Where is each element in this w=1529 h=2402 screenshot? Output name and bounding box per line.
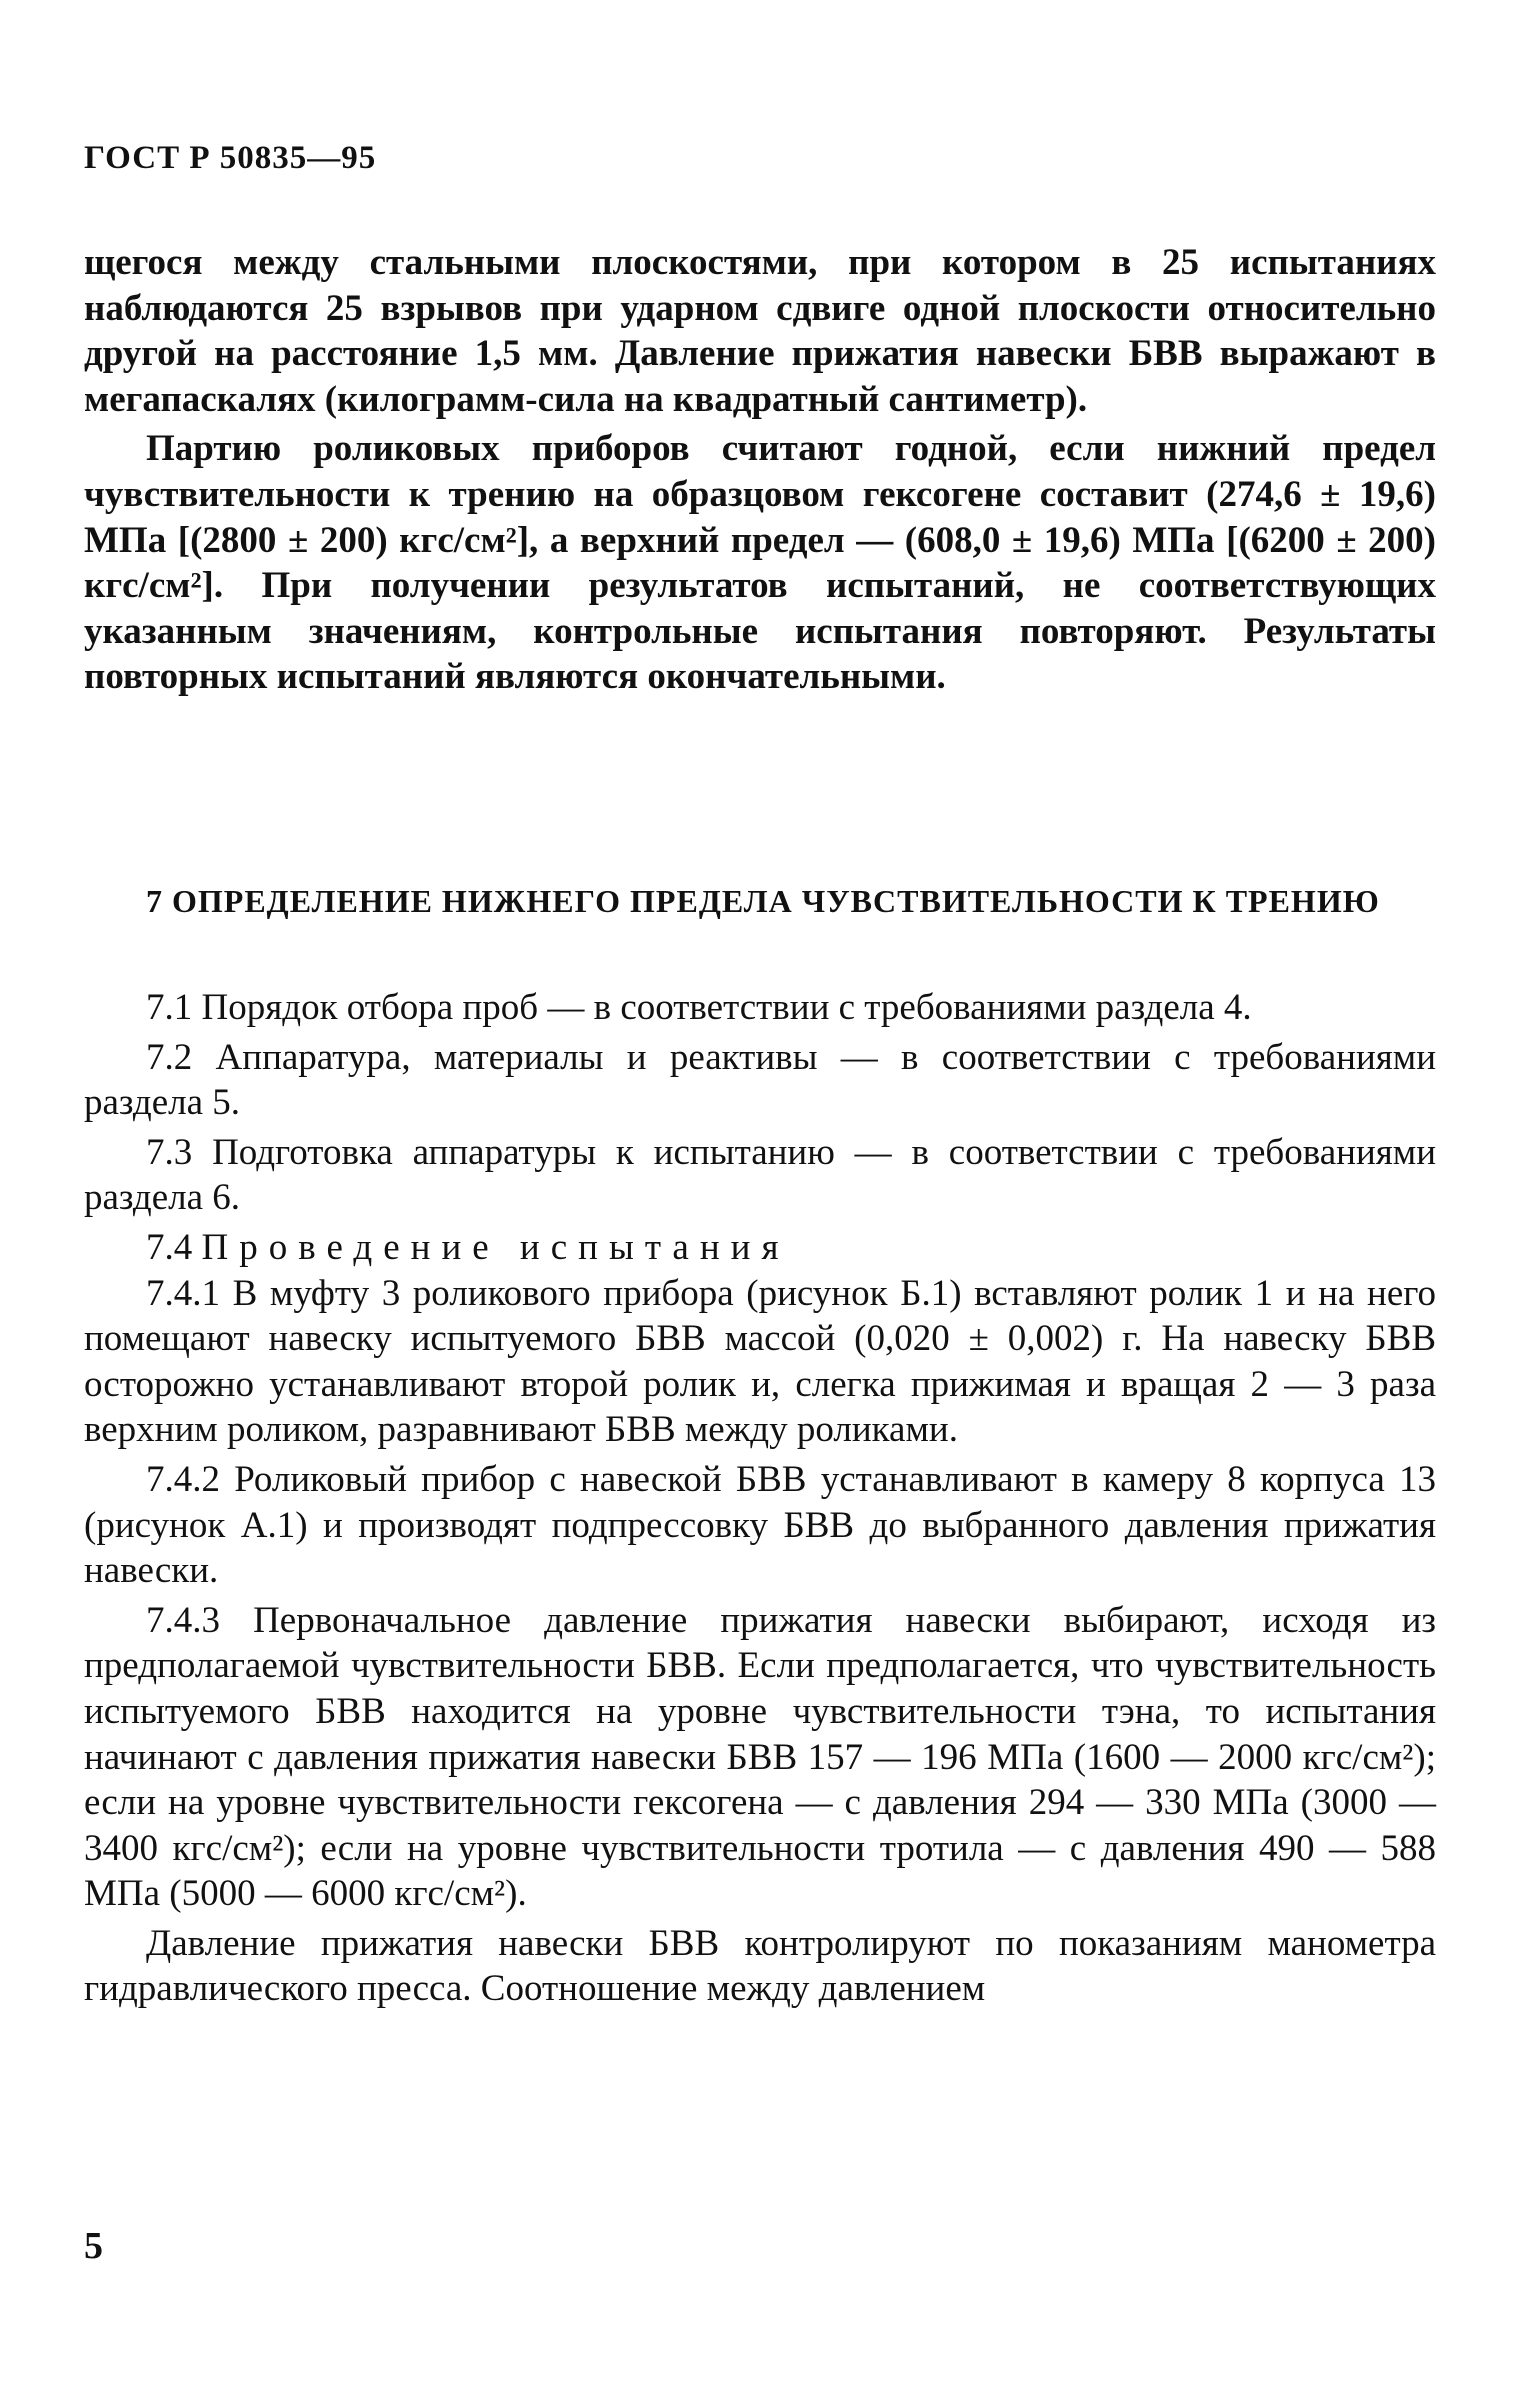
clause-7-4-3: 7.4.3 Первоначальное давление прижатия навески выбирают, исходя из предполагаемой чувствительности БВВ. Если предполагается, что чувствительность испытуемого БВВ находится на уровне чувствительности тэна, то испытания начинают с давления прижатия навески БВВ 157 — 196 МПа (1600 — 2000 кгс/см²); если на уровне чувствительности гексогена — с давления 294 — 330 МПа (3000 — 3400 кгс/см²); если на уровне чувствительности тротила — с давления 490 — 588 МПа (5000 — 6000 кгс/см²). <box>84 1599 1436 1915</box>
page-number: 5 <box>84 2225 103 2267</box>
continued-paragraph: щегося между стальными плоскостями, при котором в 25 испытаниях наблюдаются 25 взрывов при ударном сдвиге одной плоскости относительно другой на расстояние 1,5 мм. Давление прижатия навески БВВ выражают в мегапаскалях (килограмм-сила на квадратный сантиметр). <box>84 242 1436 420</box>
pressure-control-paragraph: Давление прижатия навески БВВ контролируют по показаниям манометра гидравлического пресса. Соотношение между давлением <box>84 1922 1436 2010</box>
clause-7-1: 7.1 Порядок отбора проб — в соответствии с требованиями раздела 4. <box>146 987 1252 1028</box>
clause-7-4-2: 7.4.2 Роликовый прибор с навеской БВВ устанавливают в камеру 8 корпуса 13 (рисунок А.1) и производят подпрессовку БВВ до выбранного давления прижатия навески. <box>84 1458 1436 1592</box>
document-header: ГОСТ Р 50835—95 <box>84 140 377 176</box>
clause-7-4-1: 7.4.1 В муфту 3 роликового прибора (рисунок Б.1) вставляют ролик 1 и на него помещают навеску испытуемого БВВ массой (0,020 ± 0,002) г. На навеску БВВ осторожно устанавливают второй ролик и, слегка прижимая и вращая 2 — 3 раза верхним роликом, разравнивают БВВ между роликами. <box>84 1272 1436 1451</box>
section6-continuation <box>84 240 1436 700</box>
clause-7-4-title: Проведение испытания <box>201 1226 790 1268</box>
acceptance-paragraph: Партию роликовых приборов считают годной, если нижний предел чувствительности к трению на образцовом гексогене составит (274,6 ± 19,6) МПа [(2800 ± 200) кгс/см²], а верхний предел — (608,0 ± 19,6) МПа [(6200 ± 200) кгс/см²]. При получении результатов испытаний, не соответствующих указанным значениям, контрольные испытания повторяют. Результаты повторных испытаний являются окончательными. <box>84 428 1436 698</box>
clause-7-4 <box>84 1225 1436 1271</box>
section7-heading: 7 ОПРЕДЕЛЕНИЕ НИЖНЕГО ПРЕДЕЛА ЧУВСТВИТЕЛЬНОСТИ К ТРЕНИЮ <box>146 883 1380 919</box>
section7-body <box>84 985 1436 2012</box>
document-page <box>84 0 1436 2402</box>
clause-7-2: 7.2 Аппаратура, материалы и реактивы — в соответствии с требованиями раздела 5. <box>84 1036 1436 1124</box>
clause-7-3: 7.3 Подготовка аппаратуры к испытанию — в соответствии с требованиями раздела 6. <box>84 1131 1436 1219</box>
clause-7-4-number: 7.4 <box>146 1226 193 1268</box>
